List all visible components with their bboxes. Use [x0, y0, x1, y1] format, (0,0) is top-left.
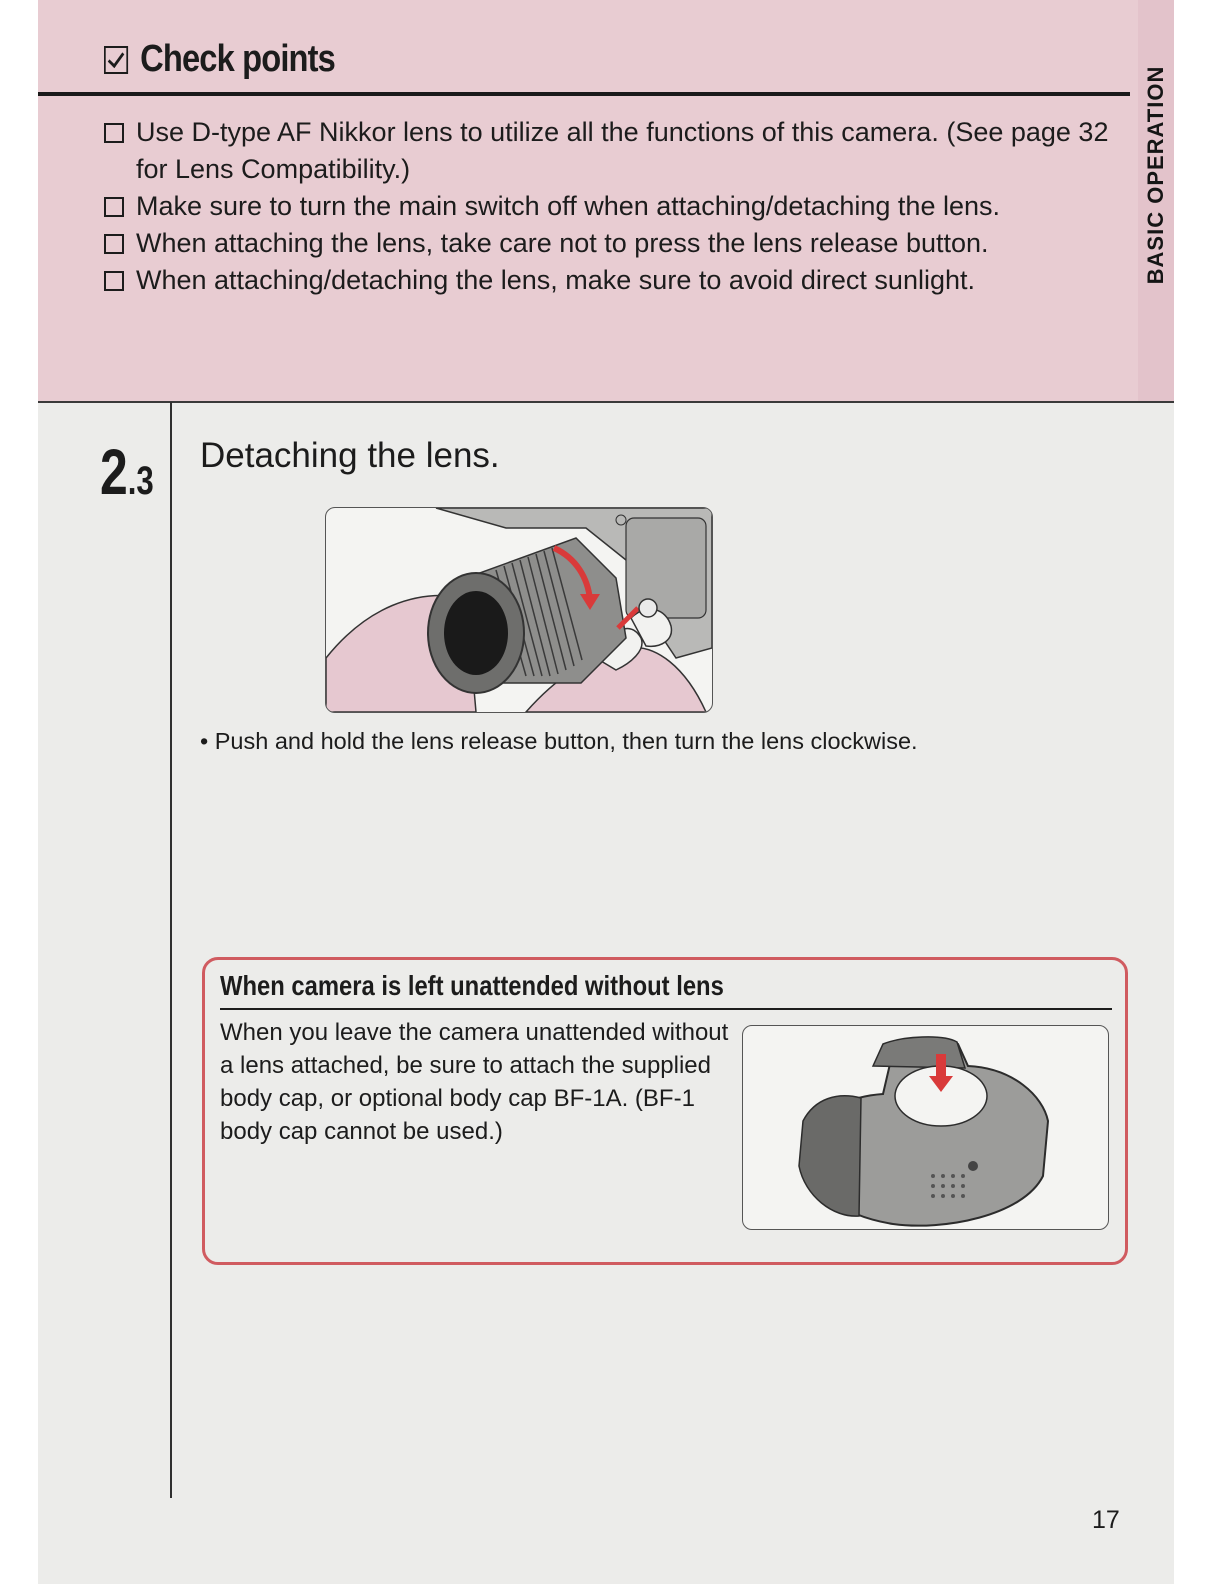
check-item-text: Use D-type AF Nikkor lens to utilize all the functions of this camera. (See page 32 for Lens Compatibility.): [136, 117, 1109, 184]
section-number: [100, 436, 154, 508]
check-item-text: When attaching the lens, take care not to press the lens release button.: [136, 228, 989, 258]
note-title: When camera is left unattended without lens: [220, 970, 724, 1001]
section-number-major: 2: [100, 436, 128, 508]
check-points-panel: [38, 0, 1138, 402]
section-title: Detaching the lens.: [200, 436, 500, 475]
check-item: [102, 262, 1132, 299]
check-item: [102, 188, 1132, 225]
check-points-heading: [104, 38, 335, 81]
check-item-text: Make sure to turn the main switch off when attaching/detaching the lens.: [136, 191, 1000, 221]
manual-page: [38, 0, 1174, 1584]
chapter-tab-label: BASIC OPERATION: [1143, 65, 1168, 285]
check-points-list: [102, 114, 1132, 299]
section-number-minor: .3: [127, 459, 154, 503]
checkbox-icon: [104, 234, 124, 254]
body-cap-illustration: [742, 1025, 1109, 1230]
detach-instruction: • Push and hold the lens release button, then turn the lens clockwise.: [200, 728, 918, 754]
check-item: [102, 114, 1132, 188]
margin-rule: [170, 402, 172, 1498]
chapter-side-tab: [1138, 0, 1174, 402]
body-cap-drawing: [743, 1026, 1108, 1229]
check-points-title: Check points: [140, 38, 336, 80]
checked-box-icon: [104, 46, 128, 74]
note-title-rule: [220, 1008, 1112, 1010]
checkbox-icon: [104, 197, 124, 217]
note-body: When you leave the camera unattended without a lens attached, be sure to attach the supplied body cap, or optional body cap BF-1A. (BF-1 body cap cannot be used.): [220, 1019, 729, 1145]
page-number: 17: [1092, 1506, 1120, 1534]
section-divider: [38, 401, 1174, 403]
checkbox-icon: [104, 271, 124, 291]
note-box: [202, 957, 1128, 1265]
lens-detach-illustration: [325, 507, 713, 713]
lens-detach-drawing: [326, 508, 712, 712]
check-item-text: When attaching/detaching the lens, make sure to avoid direct sunlight.: [136, 265, 975, 295]
checkbox-icon: [104, 123, 124, 143]
heading-rule: [38, 92, 1130, 96]
check-item: [102, 225, 1132, 262]
